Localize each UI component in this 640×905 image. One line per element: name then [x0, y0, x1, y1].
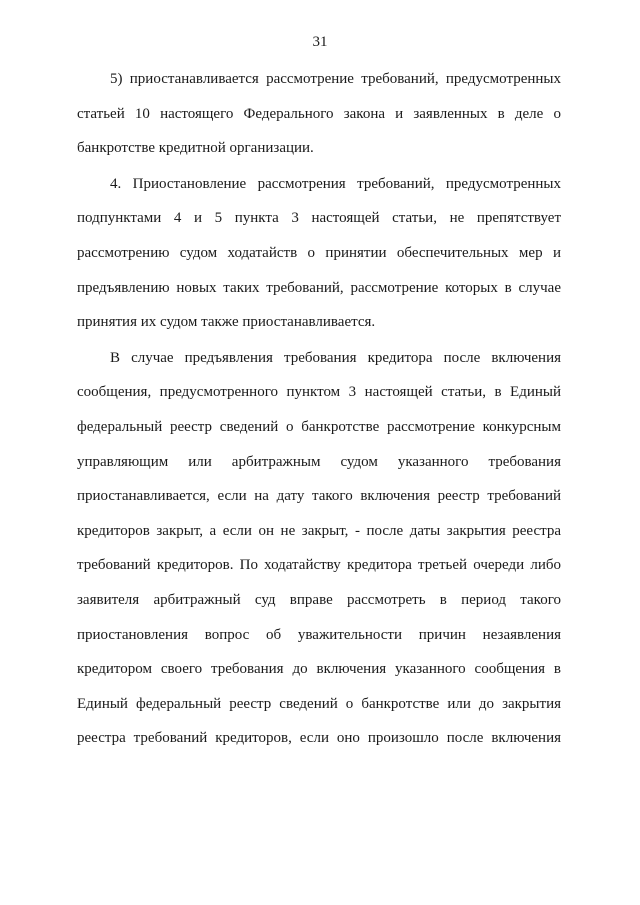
paragraph-late-claim: В случае предъявления требования кредитора после включения сообщения, предусмотренного пунктом 3 настоящей статьи, в Единый федеральный реестр сведений о банкротстве рассмотрение конкурсным управляющим или арбитражным судом указанного требования приостанавливается, если на дату такого включения реестр требований кредиторов закрыт, а если он не закрыт, - после даты закрытия реестра требований кредиторов. По ходатайству кредитора третьей очереди либо заявителя арбитражный суд вправе рассмотреть в период такого приостановления вопрос об уважительности причин незаявления кредитором своего требования до включения указанного сообщения в Единый федеральный реестр сведений о банкротстве или до закрытия реестра требований кредиторов, если оно произошло после включения [77, 349, 561, 747]
paragraph-point-4: 4. Приостановление рассмотрения требований, предусмотренных подпунктами 4 и 5 пункта 3 настоящей статьи, не препятствует рассмотрению судом ходатайств о принятии обеспечительных мер и предъявлению новых таких требований, рассмотрение которых в случае принятия их судом также приостанавливается. [77, 175, 561, 331]
document-body [77, 62, 561, 756]
paragraph-item-5: 5) приостанавливается рассмотрение требований, предусмотренных статьей 10 настоящего Федерального закона и заявленных в деле о банкротстве кредитной организации. [77, 71, 561, 157]
page-number: 31 [312, 34, 328, 50]
